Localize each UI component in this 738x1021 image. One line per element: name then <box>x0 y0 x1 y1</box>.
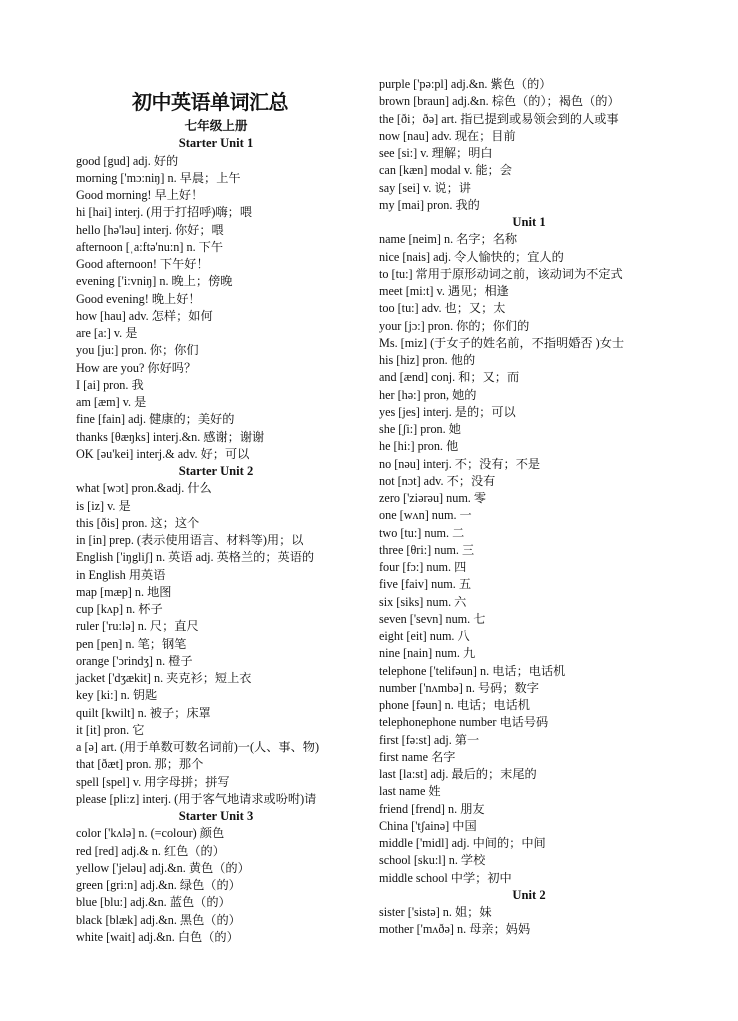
vocab-entry: number ['nʌmbə] n. 号码；数字 <box>379 680 539 695</box>
vocab-entry: she [ʃi:] pron. 她 <box>379 422 461 436</box>
vocab-entry: color ['kʌlə] n. (=colour) 颜色 <box>76 826 225 841</box>
vocab-entry: four [fɔ:] num. 四 <box>379 560 467 574</box>
vocab-entry: are [a:] v. 是 <box>76 326 138 340</box>
vocab-entry: How are you? 你好吗？ <box>76 360 197 375</box>
vocab-entry: good [gud] adj. 好的 <box>76 153 179 168</box>
vocab-entry: my [mai] pron. 我的 <box>379 197 480 212</box>
section-heading: Starter Unit 1 <box>178 136 254 151</box>
vocab-entry: how [hau] adv. 怎样；如何 <box>76 308 213 323</box>
vocab-entry: say [sei] v. 说；讲 <box>379 180 471 195</box>
vocab-entry: his [hiz] pron. 他的 <box>379 353 476 367</box>
vocab-entry: evening ['i:vniŋ] n. 晚上；傍晚 <box>76 274 233 289</box>
vocab-entry: you [ju:] pron. 你；你们 <box>76 343 199 358</box>
vocab-entry: Good evening! 晚上好！ <box>76 291 201 306</box>
section-heading: 七年级上册 <box>184 119 248 133</box>
vocab-entry: Good afternoon! 下午好！ <box>76 257 209 271</box>
vocab-entry: green [gri:n] adj.&n. 绿色（的） <box>76 878 241 892</box>
vocab-entry: black [blæk] adj.&n. 黑色（的） <box>76 912 241 927</box>
vocab-entry: to [tu:] 常用于原形动词之前，该动词为不定式 <box>379 266 623 281</box>
vocab-entry: and [ænd] conj. 和；又；而 <box>379 370 520 385</box>
vocab-entry: he [hi:] pron. 他 <box>379 439 459 454</box>
vocab-entry: sister ['sistə] n. 姐；妹 <box>379 905 492 919</box>
vocab-entry: Ms. [miz] (于女子的姓名前，不指明婚否 )女士 <box>379 335 625 350</box>
vocab-entry: purple ['pə:pl] adj.&n. 紫色（的） <box>379 77 552 91</box>
vocab-entry: mother ['mʌðə] n. 母亲；妈妈 <box>379 922 531 937</box>
vocab-entry: hello [hə'ləu] interj. 你好；喂 <box>76 222 224 237</box>
vocab-entry: hi [hai] interj. (用于打招呼)嗨；喂 <box>76 205 253 220</box>
vocab-entry: in English 用英语 <box>76 567 166 582</box>
vocab-entry: last name 姓 <box>379 784 441 799</box>
vocab-entry: middle ['midl] adj. 中间的；中间 <box>379 836 546 850</box>
vocab-entry: pen [pen] n. 笔；钢笔 <box>76 636 187 651</box>
vocab-entry: her [hə:] pron, 她的 <box>379 387 477 402</box>
vocab-entry: please [pli:z] interj. (用于客气地请求或吩咐)请 <box>76 791 317 806</box>
vocab-entry: yellow ['jeləu] adj.&n. 黄色（的） <box>76 860 250 875</box>
document-title: 初中英语单词汇总 <box>132 90 288 114</box>
vocab-entry: thanks [θæŋks] interj.&n. 感谢；谢谢 <box>76 429 265 444</box>
vocab-entry: first [fə:st] adj. 第一 <box>379 732 480 747</box>
vocab-entry: orange ['ɔrindʒ] n. 橙子 <box>76 653 193 668</box>
vocab-entry: brown [braun] adj.&n. 棕色（的）；褐色（的） <box>379 94 620 109</box>
vocab-entry: telephonephone number 电话号码 <box>379 715 549 730</box>
vocab-entry: friend [frend] n. 朋友 <box>379 801 485 816</box>
vocab-entry: nine [nain] num. 九 <box>379 646 476 661</box>
vocab-entry: morning ['mɔ:niŋ] n. 早晨；上午 <box>76 170 241 185</box>
vocab-entry: last [la:st] adj. 最后的；末尾的 <box>379 767 537 781</box>
vocab-entry: ruler ['ru:lə] n. 尺；直尺 <box>76 619 199 634</box>
vocab-entry: now [nau] adv. 现在；目前 <box>379 128 516 143</box>
vocab-entry: name [neim] n. 名字；名称 <box>379 232 518 247</box>
vocab-entry: see [si:] v. 理解；明白 <box>379 146 493 160</box>
vocab-entry: afternoon [ˌa:ftə'nu:n] n. 下午 <box>76 239 224 254</box>
vocab-entry: eight [eit] num. 八 <box>379 629 470 643</box>
vocab-entry: fine [fain] adj. 健康的；美好的 <box>76 412 235 427</box>
vocab-entry: spell [spel] v. 用字母拼；拼写 <box>76 774 230 789</box>
vocab-entry: telephone ['telifəun] n. 电话；电话机 <box>379 663 566 678</box>
vocab-entry: two [tu:] num. 二 <box>379 525 465 540</box>
section-heading: Starter Unit 3 <box>178 809 254 823</box>
section-heading: Starter Unit 2 <box>178 464 254 478</box>
vocab-entry: your [jɔ:] pron. 你的；你们的 <box>379 318 530 333</box>
vocab-entry: middle school 中学；初中 <box>379 870 512 885</box>
vocab-entry: not [nɔt] adv. 不；没有 <box>379 473 496 488</box>
vocab-entry: cup [kʌp] n. 杯子 <box>76 602 163 616</box>
vocab-entry: map [mæp] n. 地图 <box>76 584 172 599</box>
vocab-entry: jacket ['dʒækit] n. 夹克衫；短上衣 <box>76 671 252 685</box>
vocab-entry: key [ki:] n. 钥匙 <box>76 688 158 703</box>
vocab-entry: zero ['ziərəu] num. 零 <box>379 491 487 505</box>
vocab-entry: what [wɔt] pron.&adj. 什么 <box>76 481 212 496</box>
vocab-entry: blue [blu:] adj.&n. 蓝色（的） <box>76 895 231 910</box>
vocab-entry: no [nəu] interj. 不；没有；不是 <box>379 456 541 471</box>
vocab-entry: in [in] prep. (表示使用语言、材料等)用；以 <box>76 533 304 547</box>
vocab-entry: English ['iŋgliʃ] n. 英语 adj. 英格兰的；英语的 <box>76 550 315 565</box>
section-heading: Unit 2 <box>512 887 546 902</box>
vocab-entry: can [kæn] modal v. 能；会 <box>379 163 512 178</box>
vocab-entry: I [ai] pron. 我 <box>76 377 144 392</box>
vocab-entry: Good morning! 早上好！ <box>76 188 204 202</box>
vocab-entry: school [sku:l] n. 学校 <box>379 853 486 868</box>
vocab-entry: seven ['sevn] num. 七 <box>379 611 486 626</box>
vocab-entry: quilt [kwilt] n. 被子；床罩 <box>76 705 211 720</box>
vocab-entry: too [tu:] adv. 也；又；太 <box>379 301 506 316</box>
vocab-entry: a [ə] art. (用于单数可数名词前)一(人、事、物) <box>76 740 320 754</box>
vocab-entry: six [siks] num. 六 <box>379 594 467 609</box>
vocab-entry: white [wait] adj.&n. 白色（的） <box>76 929 239 944</box>
vocab-entry: the [ði；ðə] art. 指已提到或易领会到的人或事 <box>379 111 619 126</box>
vocab-entry: meet [mi:t] v. 遇见；相逢 <box>379 284 509 298</box>
vocab-entry: it [it] pron. 它 <box>76 722 145 737</box>
vocab-entry: OK [əu'kei] interj.& adv. 好；可以 <box>76 446 250 461</box>
vocab-entry: that [ðæt] pron. 那；那个 <box>76 757 204 772</box>
vocab-entry: this [ðis] pron. 这；这个 <box>76 515 200 530</box>
vocab-entry: five [faiv] num. 五 <box>379 577 472 592</box>
vocab-entry: three [θri:] num. 三 <box>379 542 475 557</box>
vocab-entry: one [wʌn] num. 一 <box>379 508 472 523</box>
vocab-entry: yes [jes] interj. 是的；可以 <box>379 404 516 419</box>
vocab-entry: am [æm] v. 是 <box>76 395 147 409</box>
vocab-entry: nice [nais] adj. 令人愉快的；宜人的 <box>379 249 564 264</box>
section-heading: Unit 1 <box>512 215 546 229</box>
vocab-entry: phone [fəun] n. 电话；电话机 <box>379 698 530 712</box>
vocab-entry: red [red] adj.& n. 红色（的） <box>76 843 225 858</box>
vocab-entry: China ['tʃainə] 中国 <box>379 818 477 833</box>
vocab-entry: first name 名字 <box>379 749 456 764</box>
vocab-entry: is [iz] v. 是 <box>76 498 131 513</box>
